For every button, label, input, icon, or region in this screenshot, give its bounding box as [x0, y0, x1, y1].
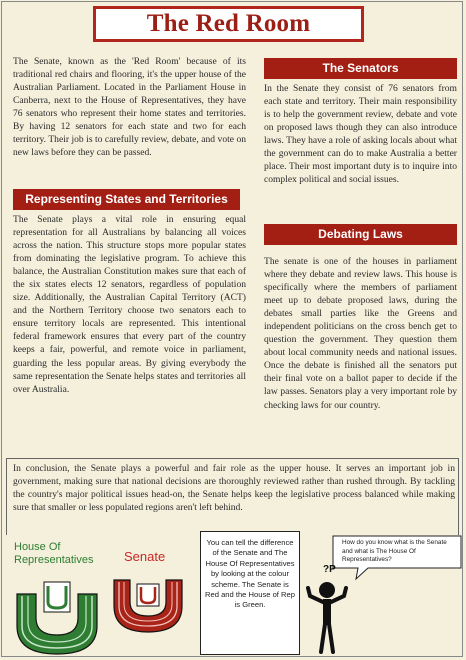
house-of-representatives-chamber-icon	[14, 578, 100, 656]
thinking-person-icon	[302, 566, 352, 656]
conclusion-paragraph: In conclusion, the Senate plays a powerful and fair role as the upper house. It serves an important job in government, making sure that national decisions are thoroughly reviewed rather than rushed through. By tackling the country's major political issues head-on, the Senate helps keep the legislative process balanced while making sure that smaller or less populated regions aren't left behind.	[13, 463, 455, 514]
page-title: The Red Room	[146, 10, 311, 37]
debating-paragraph: The senate is one of the houses in parliament where they debate and review laws. This house is specifically where the members of parliament meet up to debate proposed laws, during the debates small parties like the Greens and independent politicians on the cross bench get to question the government. They question them about local community needs and national issues. Once the debate is finished all the senators put their final vote on a ballot paper to decide if the law passes. Senators play a very important role by checking laws for our country.	[264, 256, 457, 411]
heading-representing-label: Representing States and Territories	[25, 192, 228, 206]
colour-scheme-note: You can tell the difference of the Senate and The House Of Representatives by looking at the colour scheme. The Senate is Red and the House of Rep is Green.	[200, 531, 300, 655]
representing-paragraph: The Senate plays a vital role in ensuring equal representation for all Australians by balancing all voices across the nation. This structure stops more popular states from dominating the legislative program. To achieve this balance, the Australian Constitution makes sure that each of the six states elects 12 senators, regardless of population size. Additionally, the Australian Capital Territory (ACT) and the Northern Territory choose two senators each to ensure territory locals are represented. This intentional federal framework ensures that every part of the country keeps a fair, powerful, and remote voice in parliament, guarding the less popular areas. By giving everybody the same representation the Senate helps states and territories all over Australia.	[13, 214, 246, 395]
heading-debating-label: Debating Laws	[318, 227, 403, 241]
heading-senators-label: The Senators	[322, 61, 399, 75]
heading-debating	[264, 224, 457, 245]
house-of-representatives-label: House Of Representatives	[14, 541, 94, 566]
senators-paragraph: In the Senate they consist of 76 senators from each state and territory. Their main responsibility is to help the government review, debate and vote on proposed laws though they can also introduce laws. They have a role of asking locals about what the government can do to make Australia a better place. Their most important duty is to inquire into complex political and social issues.	[264, 83, 457, 186]
senate-chamber-icon	[112, 574, 184, 634]
senate-label: Senate	[124, 549, 166, 564]
question-marks: ?P	[323, 564, 336, 575]
heading-senators	[264, 58, 457, 79]
speech-bubble-text: How do you know what is the Senate and what is The House Of Representatives?	[342, 539, 447, 563]
title-banner	[93, 6, 364, 42]
heading-representing	[13, 189, 240, 210]
intro-paragraph: The Senate, known as the 'Red Room' because of its traditional red chairs and flooring, it's the upper house of the Australian Parliament. Located in the Parliament House in Canberra, next to the House of Representatives, they have 76 senators who represent their home states and territories. By having 12 senators for each state and two for each territory. Their job is to carefully review, debate, and vote on new laws before they can be passed.	[13, 56, 246, 159]
